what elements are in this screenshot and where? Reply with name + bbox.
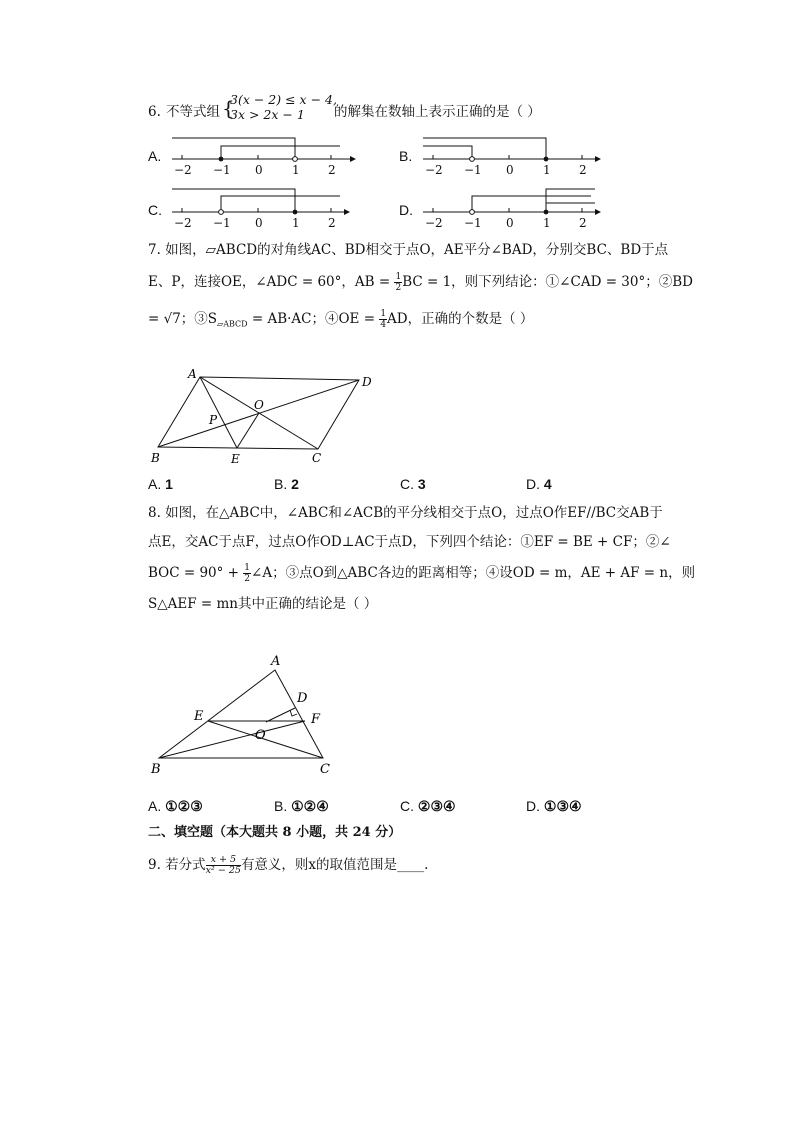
q6-suffix: 的解集在数轴上表示正确的是（ ） — [334, 104, 541, 120]
q6-d-tick-5: 2 — [579, 216, 587, 230]
q7-line2-b: BC = 1，则下列结论：①∠CAD = 30°；②BD — [402, 274, 693, 290]
q7-option-a[interactable]: A. 1 — [148, 476, 173, 492]
q6-b-tick-5: 2 — [579, 163, 587, 177]
q6-line2: 3x > 2x − 1 — [230, 107, 305, 122]
q6-d-tick-3: 0 — [506, 216, 514, 230]
q8-label-b: B — [151, 762, 161, 777]
q6-a-tick-1: −2 — [174, 163, 192, 177]
q7-label-b: B — [151, 451, 160, 465]
q7-line2-a: E、P，连接OE，∠ADC = 60°，AB = — [148, 274, 395, 290]
q7-line3-a: = √7；③S — [148, 311, 218, 327]
q7-option-b[interactable]: B. 2 — [274, 476, 299, 492]
q6-a-tick-2: −1 — [213, 163, 231, 177]
q9-answer-blank[interactable]: ____. — [397, 857, 429, 873]
q8-fraction-half: $\frac{1}{2}$ — [244, 563, 251, 584]
q6-option-c-label[interactable]: C. — [148, 202, 162, 218]
q8-triangle-figure — [145, 650, 345, 778]
q8-line1: 8. 如图，在△ABC中，∠ABC和∠ACB的平分线相交于点O，过点O作EF//BC交AB于 — [148, 505, 663, 521]
q8-option-a[interactable]: A. ①②③ — [148, 798, 203, 814]
q6-b-tick-1: −2 — [425, 163, 443, 177]
q6-d-tick-1: −2 — [425, 216, 443, 230]
q8-label-d: D — [297, 691, 308, 706]
q7-line1: 7. 如图，▱ABCD的对角线AC、BD相交于点O，AE平分∠BAD，分别交BC、BD于点 — [148, 242, 669, 258]
q6-b-tick-3: 0 — [506, 163, 514, 177]
q7-label-e: E — [231, 452, 240, 466]
q8-line3-a: BOC = 90° + — [148, 565, 244, 581]
q6-d-tick-2: −1 — [464, 216, 482, 230]
q7-line3-sub: ▱ABCD — [217, 319, 248, 329]
q7-fraction-quarter: $\frac{1}{4}$ — [380, 309, 387, 330]
q8-label-c: C — [320, 762, 330, 777]
q9-suffix: 有意义，则x的取值范围是 — [240, 857, 398, 873]
q8-option-b[interactable]: B. ①②④ — [274, 798, 329, 814]
q6-line1: 3(x − 2) ≤ x − 4, — [230, 92, 337, 107]
q6-option-a-label[interactable]: A. — [148, 148, 162, 164]
q8-option-c[interactable]: C. ②③④ — [400, 798, 456, 814]
q7-label-a: A — [188, 367, 197, 381]
q8-option-d[interactable]: D. ①③④ — [526, 798, 582, 814]
q7-fraction-half: $\frac{1}{2}$ — [395, 272, 402, 293]
q8-label-o: O — [255, 728, 266, 743]
q7-label-o: O — [254, 398, 264, 412]
q7-label-d: D — [362, 375, 372, 389]
q6-c-tick-5: 2 — [328, 216, 336, 230]
q7-label-p: P — [209, 413, 218, 427]
q8-label-a: A — [271, 654, 281, 669]
q6-b-tick-4: 1 — [543, 163, 551, 177]
q8-line2: 点E，交AC于点F，过点O作OD⊥AC于点D，下列四个结论：①EF = BE + CF；②∠ — [148, 534, 671, 550]
q7-line3 — [148, 309, 533, 335]
q9-line — [148, 855, 428, 876]
q6-option-d-label[interactable]: D. — [399, 202, 413, 218]
q6-a-tick-3: 0 — [255, 163, 263, 177]
q7-parallelogram-figure — [145, 362, 385, 470]
q6-prefix: 不等式组 — [166, 104, 220, 120]
q7-line3-c: AD，正确的个数是（ ） — [387, 311, 534, 327]
q6-option-b-label[interactable]: B. — [399, 148, 413, 164]
q7-line3-b: = AB·AC；④OE = — [247, 311, 380, 327]
q6-a-tick-4: 1 — [292, 163, 300, 177]
q6-a-tick-5: 2 — [328, 163, 336, 177]
q7-option-c[interactable]: C. 3 — [400, 476, 426, 492]
q6-c-tick-1: −2 — [174, 216, 192, 230]
q8-label-e: E — [194, 709, 204, 724]
q6-b-tick-2: −1 — [464, 163, 482, 177]
section-2-title: 二、填空题（本大题共 8 小题，共 24 分） — [148, 825, 402, 840]
q6-c-tick-4: 1 — [292, 216, 300, 230]
q8-line3-b: ∠A；③点O到△ABC各边的距离相等；④设OD = m，AE + AF = n，则 — [251, 565, 696, 581]
q9-fraction: $\frac{x + 5}{\text{x² − 25}}$ — [205, 854, 241, 876]
q6-number: 6. — [148, 104, 161, 120]
q7-label-c: C — [312, 451, 322, 465]
q6-c-tick-2: −1 — [213, 216, 231, 230]
q6-brace: { — [222, 96, 235, 120]
q8-line3 — [148, 563, 695, 584]
q9-prefix: 9. 若分式 — [148, 857, 206, 873]
q7-option-d[interactable]: D. 4 — [526, 476, 552, 492]
q7-line2 — [148, 272, 693, 293]
q8-line4: S△AEF = mn其中正确的结论是（ ） — [148, 596, 378, 612]
q6-c-tick-3: 0 — [255, 216, 263, 230]
q8-label-f: F — [311, 712, 321, 727]
q6-d-tick-4: 1 — [543, 216, 551, 230]
